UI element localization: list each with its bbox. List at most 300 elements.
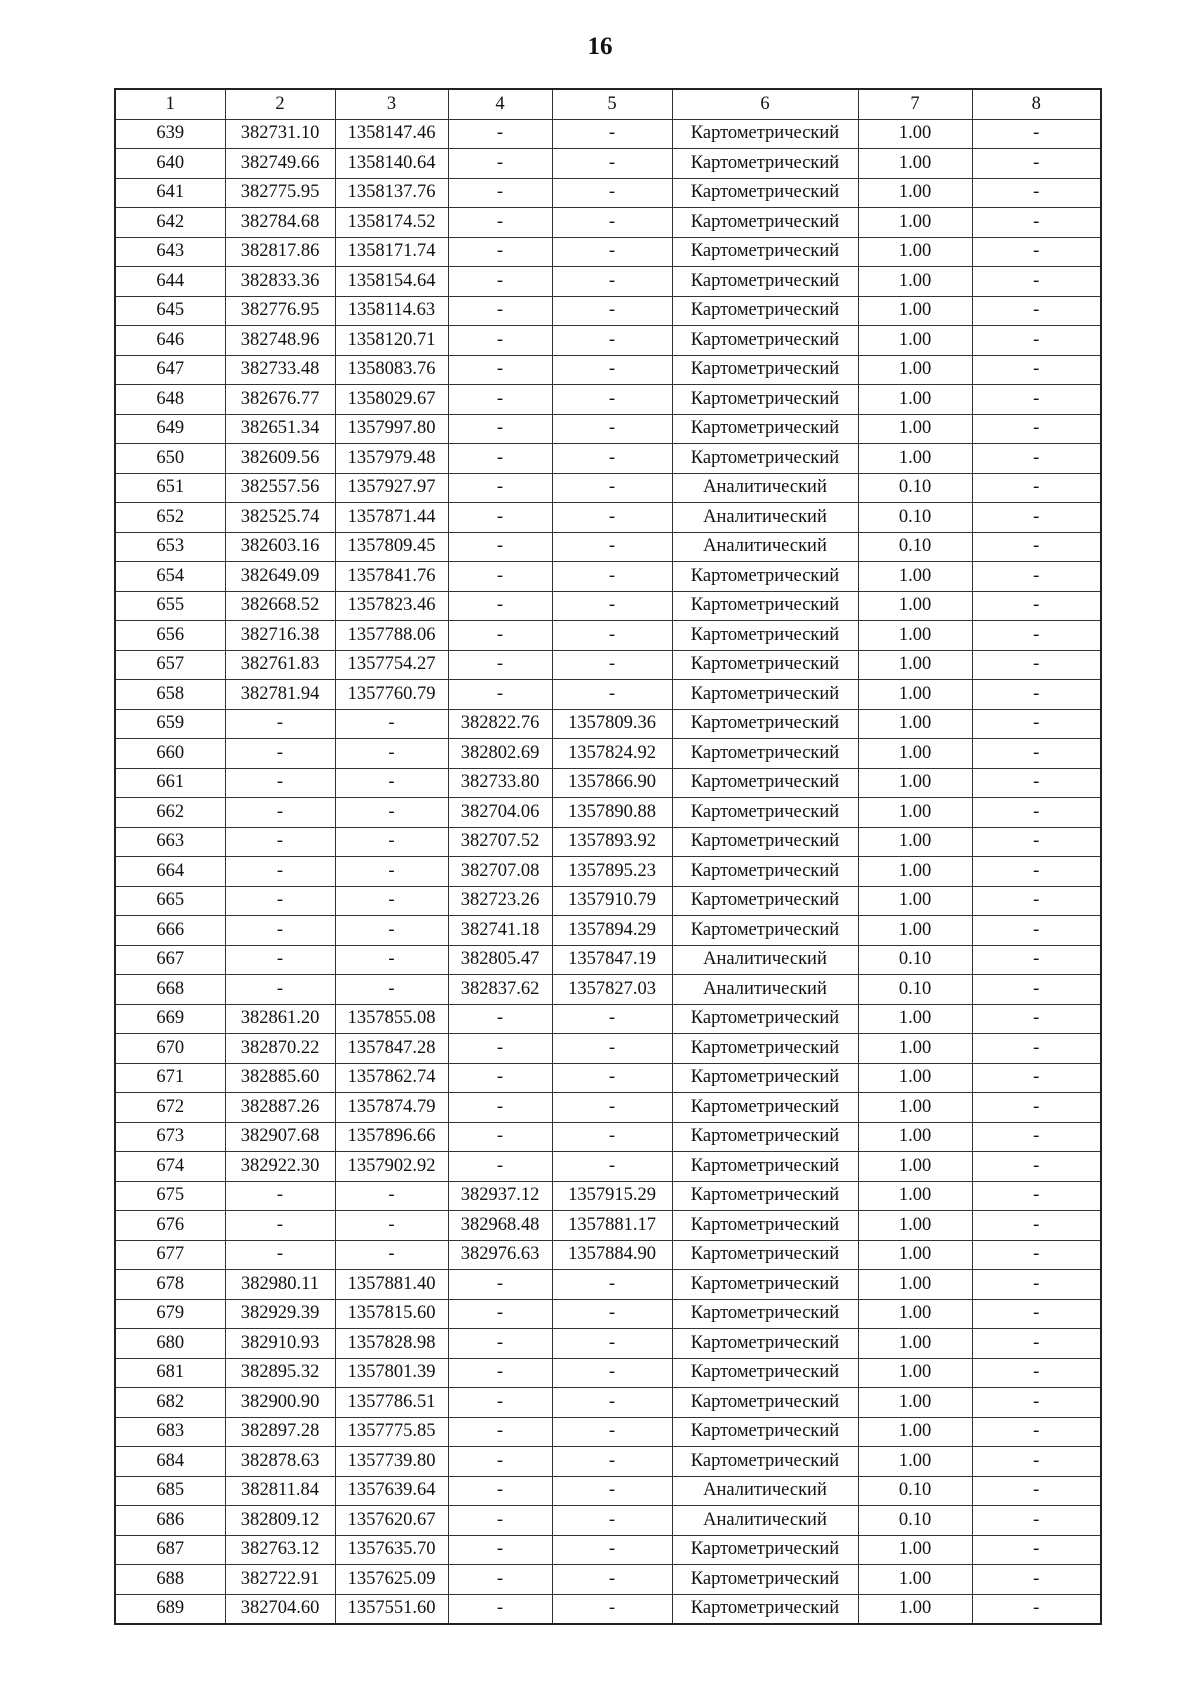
table-cell: - [448, 621, 552, 651]
table-row [115, 414, 1101, 444]
table-cell: 673 [115, 1122, 225, 1152]
table-cell: 1357862.74 [335, 1063, 448, 1093]
table-cell: 1357902.92 [335, 1152, 448, 1182]
table-row [115, 1181, 1101, 1211]
table-cell: - [552, 296, 672, 326]
table-cell: - [972, 1181, 1101, 1211]
table-cell: 1357620.67 [335, 1506, 448, 1536]
table-cell: - [448, 444, 552, 474]
table-cell: 382676.77 [225, 385, 335, 415]
table-cell: - [448, 178, 552, 208]
table-cell: 0.10 [858, 975, 972, 1005]
table-cell: - [448, 208, 552, 238]
table-cell: Картометрический [672, 267, 858, 297]
table-cell: 1357775.85 [335, 1417, 448, 1447]
table-cell: 382784.68 [225, 208, 335, 238]
table-cell: 1.00 [858, 1122, 972, 1152]
table-cell: - [972, 178, 1101, 208]
table-cell: 658 [115, 680, 225, 710]
table-cell: 0.10 [858, 1476, 972, 1506]
table-cell: - [552, 503, 672, 533]
table-cell: - [335, 798, 448, 828]
column-header-7: 7 [858, 89, 972, 119]
table-cell: - [972, 1270, 1101, 1300]
table-cell: 1358114.63 [335, 296, 448, 326]
table-cell: 1357809.45 [335, 532, 448, 562]
table-cell: Картометрический [672, 1594, 858, 1624]
table-cell: - [972, 1447, 1101, 1477]
table-cell: - [972, 650, 1101, 680]
table-cell: - [552, 1152, 672, 1182]
table-row [115, 975, 1101, 1005]
table-cell: Картометрический [672, 1004, 858, 1034]
table-cell: - [972, 1417, 1101, 1447]
table-cell: 1.00 [858, 1299, 972, 1329]
table-cell: 653 [115, 532, 225, 562]
column-header-3: 3 [335, 89, 448, 119]
table-cell: 667 [115, 945, 225, 975]
table-cell: 382763.12 [225, 1535, 335, 1565]
table-cell: 682 [115, 1388, 225, 1418]
table-cell: 648 [115, 385, 225, 415]
table-cell: - [448, 650, 552, 680]
page-number: 16 [587, 33, 613, 60]
table-body [115, 119, 1101, 1624]
table-cell: 660 [115, 739, 225, 769]
table-row [115, 1329, 1101, 1359]
table-cell: - [972, 1122, 1101, 1152]
table-cell: - [225, 975, 335, 1005]
column-header-2: 2 [225, 89, 335, 119]
table-cell: - [552, 1329, 672, 1359]
table-cell: 1357823.46 [335, 591, 448, 621]
table-cell: 1358171.74 [335, 237, 448, 267]
table-cell: Картометрический [672, 562, 858, 592]
table-cell: 382704.60 [225, 1594, 335, 1624]
table-cell: - [972, 798, 1101, 828]
table-cell: 1.00 [858, 178, 972, 208]
table-row [115, 149, 1101, 179]
table-cell: 382651.34 [225, 414, 335, 444]
table-cell: - [552, 1388, 672, 1418]
table-cell: - [972, 1211, 1101, 1241]
table-cell: - [972, 1004, 1101, 1034]
table-cell: 382781.94 [225, 680, 335, 710]
table-row [115, 178, 1101, 208]
column-header-1: 1 [115, 89, 225, 119]
table-row [115, 473, 1101, 503]
table-cell: 1.00 [858, 296, 972, 326]
table-cell: 1357893.92 [552, 827, 672, 857]
table-cell: - [972, 326, 1101, 356]
table-cell: - [972, 857, 1101, 887]
table-cell: 1.00 [858, 237, 972, 267]
table-cell: 656 [115, 621, 225, 651]
table-cell: 382609.56 [225, 444, 335, 474]
table-cell: 662 [115, 798, 225, 828]
table-row [115, 916, 1101, 946]
table-row [115, 1211, 1101, 1241]
table-cell: 382900.90 [225, 1388, 335, 1418]
table-cell: - [972, 1093, 1101, 1123]
table-cell: Картометрический [672, 650, 858, 680]
table-cell: 640 [115, 149, 225, 179]
table-cell: Аналитический [672, 473, 858, 503]
table-cell: - [972, 119, 1101, 149]
table-cell: 1358120.71 [335, 326, 448, 356]
table-cell: 382861.20 [225, 1004, 335, 1034]
table-cell: 666 [115, 916, 225, 946]
table-cell: 1357824.92 [552, 739, 672, 769]
table-row [115, 798, 1101, 828]
table-cell: Картометрический [672, 1358, 858, 1388]
table-cell: 382822.76 [448, 709, 552, 739]
table-cell: - [448, 680, 552, 710]
table-row [115, 1447, 1101, 1477]
table-cell: - [552, 178, 672, 208]
table-row [115, 857, 1101, 887]
table-cell: - [335, 709, 448, 739]
table-cell: 1.00 [858, 591, 972, 621]
table-row [115, 827, 1101, 857]
table-cell: 382722.91 [225, 1565, 335, 1595]
table-cell: 1.00 [858, 326, 972, 356]
table-cell: 382525.74 [225, 503, 335, 533]
table-cell: 1.00 [858, 709, 972, 739]
table-cell: Картометрический [672, 1122, 858, 1152]
table-cell: - [448, 296, 552, 326]
table-cell: - [448, 1535, 552, 1565]
table-cell: - [225, 709, 335, 739]
table-cell: - [972, 1358, 1101, 1388]
table-cell: - [552, 1506, 672, 1536]
table-cell: Картометрический [672, 621, 858, 651]
table-row [115, 1093, 1101, 1123]
table-cell: - [552, 119, 672, 149]
table-cell: Картометрический [672, 1211, 858, 1241]
table-cell: 674 [115, 1152, 225, 1182]
table-cell: 382741.18 [448, 916, 552, 946]
table-cell: - [448, 1299, 552, 1329]
table-cell: 382603.16 [225, 532, 335, 562]
table-row [115, 1417, 1101, 1447]
table-cell: 1358147.46 [335, 119, 448, 149]
table-cell: - [448, 267, 552, 297]
table-cell: - [972, 1388, 1101, 1418]
table-cell: - [552, 562, 672, 592]
table-cell: - [972, 1299, 1101, 1329]
table-cell: Картометрический [672, 1181, 858, 1211]
table-cell: - [335, 768, 448, 798]
table-cell: 670 [115, 1034, 225, 1064]
table-cell: 1357551.60 [335, 1594, 448, 1624]
table-cell: - [552, 355, 672, 385]
table-cell: - [448, 1476, 552, 1506]
table-row [115, 1476, 1101, 1506]
table-cell: 645 [115, 296, 225, 326]
table-cell: - [972, 149, 1101, 179]
table-cell: Аналитический [672, 503, 858, 533]
table-cell: - [448, 1152, 552, 1182]
table-cell: 1357847.19 [552, 945, 672, 975]
table-cell: 1357827.03 [552, 975, 672, 1005]
table-cell: Картометрический [672, 1299, 858, 1329]
table-cell: - [552, 149, 672, 179]
table-cell: 689 [115, 1594, 225, 1624]
table-cell: - [972, 739, 1101, 769]
table-cell: 1.00 [858, 562, 972, 592]
table-cell: - [335, 1181, 448, 1211]
table-cell: Картометрический [672, 1093, 858, 1123]
table-cell: - [552, 650, 672, 680]
table-row [115, 503, 1101, 533]
table-cell: - [552, 1358, 672, 1388]
table-cell: 651 [115, 473, 225, 503]
table-cell: - [552, 1004, 672, 1034]
table-cell: Картометрический [672, 827, 858, 857]
table-cell: - [972, 886, 1101, 916]
table-cell: - [448, 1447, 552, 1477]
table-cell: - [972, 768, 1101, 798]
table-row [115, 1594, 1101, 1624]
table-cell: 382937.12 [448, 1181, 552, 1211]
table-cell: Аналитический [672, 1476, 858, 1506]
table-cell: 649 [115, 414, 225, 444]
table-cell: 644 [115, 267, 225, 297]
table-cell: Картометрический [672, 768, 858, 798]
table-cell: 1357881.40 [335, 1270, 448, 1300]
table-cell: Картометрический [672, 1565, 858, 1595]
table-cell: 0.10 [858, 503, 972, 533]
table-cell: 1357881.17 [552, 1211, 672, 1241]
table-cell: 1.00 [858, 827, 972, 857]
table-cell: - [552, 208, 672, 238]
table-cell: Картометрический [672, 1240, 858, 1270]
table-cell: - [552, 1535, 672, 1565]
table-cell: - [335, 827, 448, 857]
table-cell: - [448, 1594, 552, 1624]
table-cell: - [552, 444, 672, 474]
table-cell: 0.10 [858, 945, 972, 975]
table-cell: - [972, 827, 1101, 857]
table-cell: - [552, 267, 672, 297]
table-cell: - [552, 532, 672, 562]
table-cell: 679 [115, 1299, 225, 1329]
table-cell: 382811.84 [225, 1476, 335, 1506]
table-cell: 1.00 [858, 680, 972, 710]
table-cell: 668 [115, 975, 225, 1005]
table-cell: - [972, 208, 1101, 238]
table-row [115, 444, 1101, 474]
table-cell: 1.00 [858, 1447, 972, 1477]
table-cell: 1.00 [858, 1417, 972, 1447]
table-cell: 382731.10 [225, 119, 335, 149]
table-cell: 1357815.60 [335, 1299, 448, 1329]
table-cell: 382887.26 [225, 1093, 335, 1123]
table-cell: 1357896.66 [335, 1122, 448, 1152]
table-cell: - [972, 267, 1101, 297]
table-cell: Аналитический [672, 975, 858, 1005]
table-cell: - [225, 827, 335, 857]
table-cell: - [552, 1034, 672, 1064]
table-cell: 1357809.36 [552, 709, 672, 739]
table-cell: Картометрический [672, 1034, 858, 1064]
table-cell: Картометрический [672, 385, 858, 415]
table-cell: - [972, 591, 1101, 621]
table-cell: 1358174.52 [335, 208, 448, 238]
table-cell: 659 [115, 709, 225, 739]
table-cell: - [335, 857, 448, 887]
table-cell: 382833.36 [225, 267, 335, 297]
table-cell: 382733.48 [225, 355, 335, 385]
table-cell: 382885.60 [225, 1063, 335, 1093]
table-cell: 1357828.98 [335, 1329, 448, 1359]
table-cell: 382749.66 [225, 149, 335, 179]
table-cell: - [972, 1034, 1101, 1064]
table-row [115, 385, 1101, 415]
table-row [115, 562, 1101, 592]
table-cell: 1.00 [858, 1211, 972, 1241]
table-cell: 672 [115, 1093, 225, 1123]
table-cell: Картометрический [672, 1388, 858, 1418]
table-cell: - [448, 385, 552, 415]
table-cell: 654 [115, 562, 225, 592]
table-cell: 1358140.64 [335, 149, 448, 179]
table-cell: 382704.06 [448, 798, 552, 828]
table-cell: 382922.30 [225, 1152, 335, 1182]
table-cell: 650 [115, 444, 225, 474]
table-cell: - [552, 1270, 672, 1300]
table-row [115, 1270, 1101, 1300]
table-cell: 382907.68 [225, 1122, 335, 1152]
table-cell: 686 [115, 1506, 225, 1536]
table-cell: 1.00 [858, 1535, 972, 1565]
table-cell: - [552, 414, 672, 444]
table-cell: Аналитический [672, 1506, 858, 1536]
table-cell: 652 [115, 503, 225, 533]
table-row [115, 1152, 1101, 1182]
table-cell: 1.00 [858, 1329, 972, 1359]
table-cell: - [448, 591, 552, 621]
table-row [115, 621, 1101, 651]
table-row [115, 739, 1101, 769]
table-cell: - [448, 1388, 552, 1418]
table-cell: - [552, 1417, 672, 1447]
table-cell: Картометрический [672, 1535, 858, 1565]
table-cell: 1357874.79 [335, 1093, 448, 1123]
table-cell: - [448, 1506, 552, 1536]
table-cell: - [972, 385, 1101, 415]
table-cell: 681 [115, 1358, 225, 1388]
table-cell: - [552, 1565, 672, 1595]
table-cell: 675 [115, 1181, 225, 1211]
table-cell: 382716.38 [225, 621, 335, 651]
table-cell: Картометрический [672, 916, 858, 946]
table-cell: - [225, 857, 335, 887]
table-cell: - [448, 532, 552, 562]
table-cell: Картометрический [672, 1417, 858, 1447]
table-cell: - [335, 886, 448, 916]
table-cell: - [972, 296, 1101, 326]
table-cell: Картометрический [672, 178, 858, 208]
table-cell: - [335, 975, 448, 1005]
table-cell: Картометрический [672, 1152, 858, 1182]
table-cell: - [972, 562, 1101, 592]
table-cell: - [225, 886, 335, 916]
table-row [115, 768, 1101, 798]
table-cell: 655 [115, 591, 225, 621]
table-cell: 1357847.28 [335, 1034, 448, 1064]
table-cell: 1.00 [858, 1152, 972, 1182]
table-cell: Картометрический [672, 1329, 858, 1359]
table-cell: 1357894.29 [552, 916, 672, 946]
table-cell: - [448, 326, 552, 356]
table-cell: - [448, 503, 552, 533]
table-cell: - [972, 444, 1101, 474]
table-cell: - [448, 1329, 552, 1359]
table-cell: 678 [115, 1270, 225, 1300]
table-cell: - [972, 1240, 1101, 1270]
table-cell: 1.00 [858, 1034, 972, 1064]
table-row [115, 267, 1101, 297]
table-cell: 382929.39 [225, 1299, 335, 1329]
table-row [115, 1565, 1101, 1595]
table-row [115, 208, 1101, 238]
table-cell: - [552, 1476, 672, 1506]
table-cell: 382557.56 [225, 473, 335, 503]
coordinates-table [114, 88, 1102, 1625]
table-cell: 642 [115, 208, 225, 238]
table-cell: Картометрический [672, 414, 858, 444]
table-cell: - [335, 945, 448, 975]
table-cell: - [552, 237, 672, 267]
table-cell: 1357910.79 [552, 886, 672, 916]
table-cell: 1357927.97 [335, 473, 448, 503]
table-cell: - [448, 1270, 552, 1300]
table-cell: Картометрический [672, 1270, 858, 1300]
table-cell: 382837.62 [448, 975, 552, 1005]
table-cell: Картометрический [672, 208, 858, 238]
table-header [115, 89, 1101, 119]
table-cell: - [448, 1565, 552, 1595]
table-cell: Картометрический [672, 149, 858, 179]
table-cell: Картометрический [672, 296, 858, 326]
table-cell: 382649.09 [225, 562, 335, 592]
table-row [115, 1063, 1101, 1093]
table-cell: - [972, 916, 1101, 946]
header-row [115, 89, 1101, 119]
table-cell: - [448, 1358, 552, 1388]
column-header-6: 6 [672, 89, 858, 119]
table-cell: 643 [115, 237, 225, 267]
table-cell: - [972, 975, 1101, 1005]
table-cell: 1.00 [858, 385, 972, 415]
table-cell: 382761.83 [225, 650, 335, 680]
table-cell: 382878.63 [225, 1447, 335, 1477]
table-row [115, 591, 1101, 621]
table-cell: Картометрический [672, 739, 858, 769]
table-cell: 1358029.67 [335, 385, 448, 415]
table-cell: Аналитический [672, 532, 858, 562]
table-row [115, 237, 1101, 267]
table-cell: 1.00 [858, 621, 972, 651]
table-cell: - [335, 1240, 448, 1270]
table-cell: Картометрический [672, 119, 858, 149]
table-cell: 1.00 [858, 1240, 972, 1270]
table-cell: 1357786.51 [335, 1388, 448, 1418]
table-cell: 1.00 [858, 149, 972, 179]
table-cell: 671 [115, 1063, 225, 1093]
